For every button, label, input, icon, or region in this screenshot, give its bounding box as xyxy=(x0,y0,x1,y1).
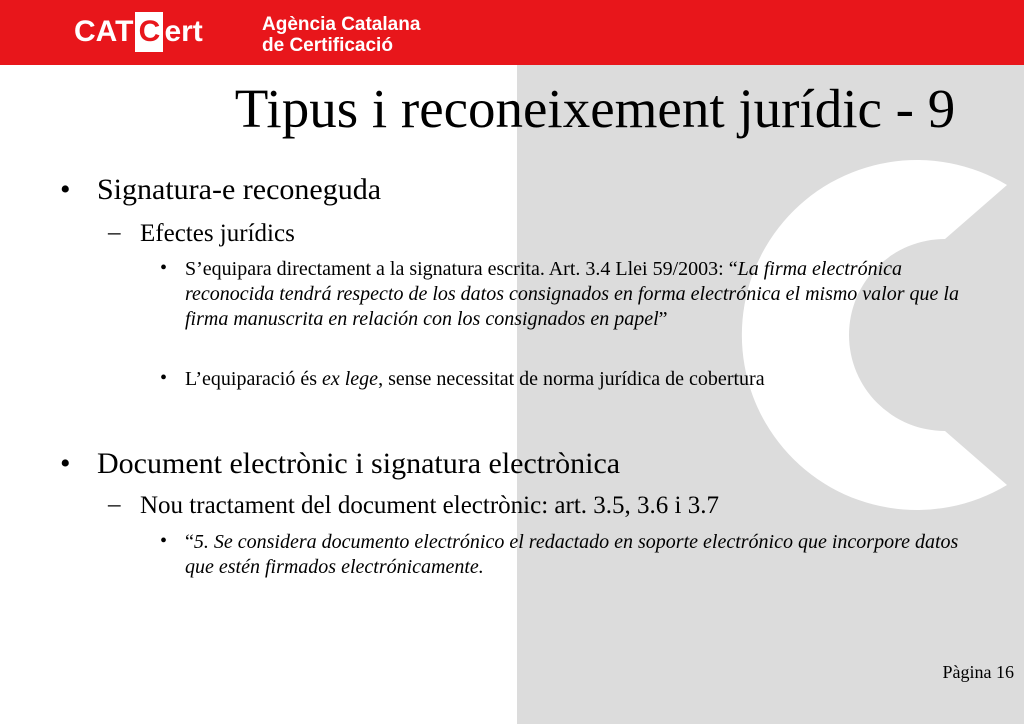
item1-text-close: ” xyxy=(658,308,668,330)
item1-text-quote: La firma electrónica reconocida tendrá respecto de los datos consignados en forma electrónica el mismo valor que la firma manuscrita en relación con los consignados en papel xyxy=(185,258,959,330)
catcert-logo xyxy=(74,12,203,52)
s2-item1-quote: 5. Se considera documento electrónico el redactado en soporte electrónico que incorpore datos que estén firmados electrónicamente. xyxy=(185,531,959,578)
bullet-level3: • xyxy=(160,530,168,552)
big-c-watermark-icon xyxy=(677,125,1024,545)
organization-name xyxy=(262,14,420,56)
dash-level2: – xyxy=(108,219,121,246)
section1-item1 xyxy=(185,257,975,332)
section2-item1 xyxy=(185,530,975,580)
logo-c-box: C xyxy=(135,12,163,52)
bullet-level3: • xyxy=(160,367,168,389)
page-number: Pàgina 16 xyxy=(942,662,1014,682)
bullet-level1: • xyxy=(60,447,71,480)
item1-text-plain: S’equipara directament a la signatura escrita. Art. 3.4 Llei 59/2003: “ xyxy=(185,258,738,280)
item2-text-a: L’equiparació és xyxy=(185,368,322,390)
org-line-1: Agència Catalana xyxy=(262,14,421,35)
item2-text-italic: ex lege xyxy=(321,368,379,390)
header-bar xyxy=(0,0,1024,65)
section2-heading: Document electrònic i signatura electrònica xyxy=(97,447,621,480)
logo-text-cat: CAT xyxy=(74,15,134,48)
dash-level2: – xyxy=(108,491,121,518)
item2-text-c: , sense necessitat de norma jurídica de cobertura xyxy=(378,368,765,390)
s2-item1-open: “ xyxy=(185,531,194,553)
section1-item2 xyxy=(185,367,975,392)
section1-subheading: Efectes jurídics xyxy=(140,220,295,247)
bullet-level3: • xyxy=(160,257,168,279)
org-line-2: de Certificació xyxy=(262,35,393,56)
slide-title: Tipus i reconeixement jurídic - 9 xyxy=(234,78,956,139)
logo-text-ert: ert xyxy=(164,15,203,48)
bullet-level1: • xyxy=(60,173,71,206)
section1-heading: Signatura-e reconeguda xyxy=(97,173,382,206)
decorative-panel xyxy=(517,65,1024,724)
section2-subheading: Nou tractament del document electrònic: art. 3.5, 3.6 i 3.7 xyxy=(140,492,719,519)
